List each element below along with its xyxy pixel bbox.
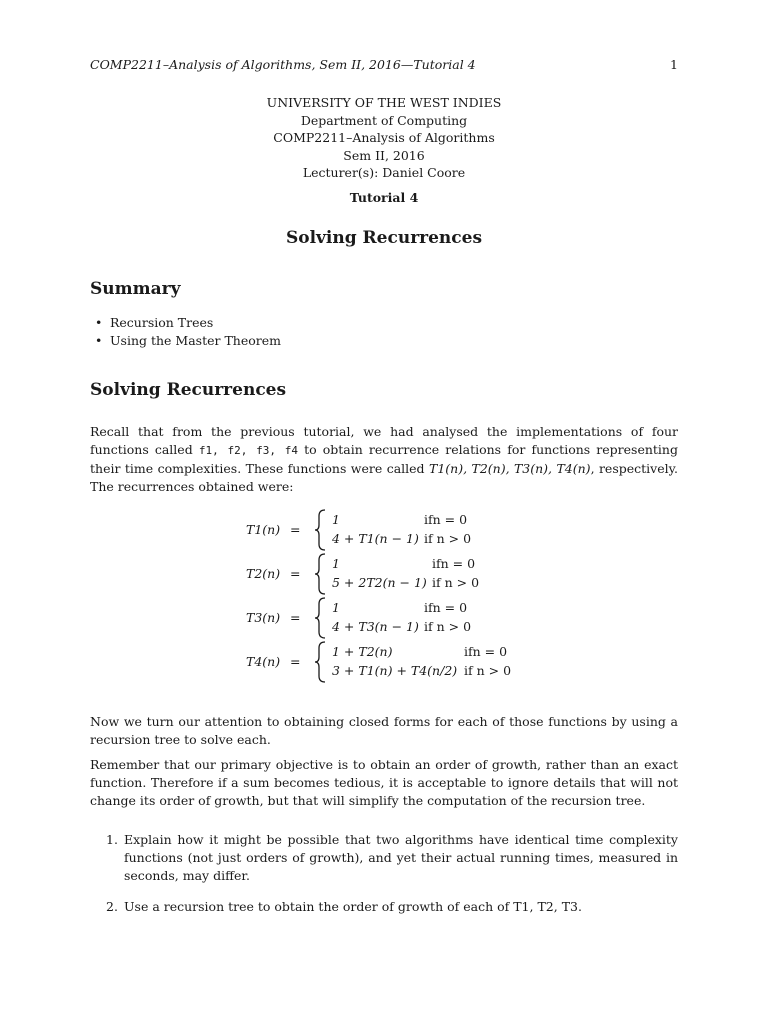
case-condition: if n > 0: [464, 663, 512, 678]
title-block: [90, 94, 678, 206]
institution: UNIVERSITY OF THE WEST INDIES: [266, 95, 502, 110]
left-brace: [314, 508, 328, 552]
question-item: [90, 898, 678, 916]
case-value: 1: [332, 512, 340, 527]
case-value: 1: [332, 600, 340, 615]
page-number: 1: [670, 57, 678, 72]
intro-text-1: Recall that from the previous tutorial, we had analysed the implementations of four functions called: [90, 424, 678, 457]
left-brace: [314, 552, 328, 596]
tutorial-label: Tutorial 4: [349, 189, 419, 205]
paragraph: Remember that our primary objective is to obtain an order of growth, rather than an exact function. Therefore if a sum becomes tedious, it is acceptable to ignore details that will not change its order of growth, but that will simplify the computation of the recursion tree.: [90, 757, 678, 808]
case-condition: if n > 0: [424, 619, 472, 634]
equation-lhs: T2(n): [246, 566, 281, 581]
case-value: 4 + T3(n − 1): [332, 619, 419, 634]
left-brace: [314, 596, 328, 640]
function-list: T1(n), T2(n), T3(n), T4(n): [428, 461, 591, 476]
case-value: 3 + T1(n) + T4(n/2): [332, 663, 458, 678]
running-header: [90, 57, 678, 72]
intro-text-3: , respectively. The recurrences obtained were:: [90, 461, 679, 494]
department: Department of Computing: [300, 112, 468, 128]
summary-heading: Summary: [90, 279, 181, 299]
case-value: 1: [332, 556, 340, 571]
semester: Sem II, 2016: [343, 147, 425, 163]
equation-lhs: T3(n): [246, 610, 281, 625]
question-number: 2.: [106, 899, 118, 914]
code-function-names: f1, f2, f3, f4: [198, 444, 298, 457]
equals-sign: =: [290, 522, 301, 537]
intro-text-2: to obtain recurrence relations for functions representing their time complexities. These functions were called: [90, 442, 678, 476]
case-condition: if n > 0: [424, 531, 472, 546]
equation-lhs: T4(n): [246, 654, 281, 669]
document-title: Solving Recurrences: [285, 228, 483, 248]
lecturer: Lecturer(s): Daniel Coore: [302, 165, 466, 180]
equals-sign: =: [290, 654, 301, 669]
case-condition: ifn = 0: [424, 600, 468, 615]
intro-paragraph: [90, 423, 678, 496]
paragraph: Now we turn our attention to obtaining closed forms for each of those functions by using a recursion tree to solve each.: [90, 714, 678, 747]
left-brace: [314, 640, 328, 684]
running-title: COMP2211–Analysis of Algorithms, Sem II, 2016—Tutorial 4: [90, 57, 476, 72]
case-value: 4 + T1(n − 1): [332, 531, 419, 546]
summary-list: [95, 314, 281, 349]
case-value: 1 + T2(n): [332, 644, 393, 659]
question-text: Explain how it might be possible that two algorithms have identical time complexity functions (not just orders of growth), and yet their actual running times, measured in seconds, may differ.: [124, 832, 678, 883]
equals-sign: =: [290, 610, 301, 625]
case-condition: ifn = 0: [464, 644, 508, 659]
equals-sign: =: [290, 566, 301, 581]
section-heading: Solving Recurrences: [90, 380, 287, 400]
case-condition: ifn = 0: [424, 512, 468, 527]
course-name: COMP2211–Analysis of Algorithms: [273, 130, 495, 145]
case-value: 5 + 2T2(n − 1): [332, 575, 427, 590]
summary-item: • Recursion Trees: [95, 314, 281, 332]
case-condition: if n > 0: [432, 575, 480, 590]
question-number: 1.: [106, 832, 118, 847]
question-text: Use a recursion tree to obtain the order of growth of each of T1, T2, T3.: [124, 899, 582, 914]
question-item: [90, 831, 678, 885]
summary-item: • Using the Master Theorem: [95, 332, 281, 350]
case-condition: ifn = 0: [432, 556, 476, 571]
question-list: [90, 831, 678, 929]
equation-lhs: T1(n): [246, 522, 281, 537]
